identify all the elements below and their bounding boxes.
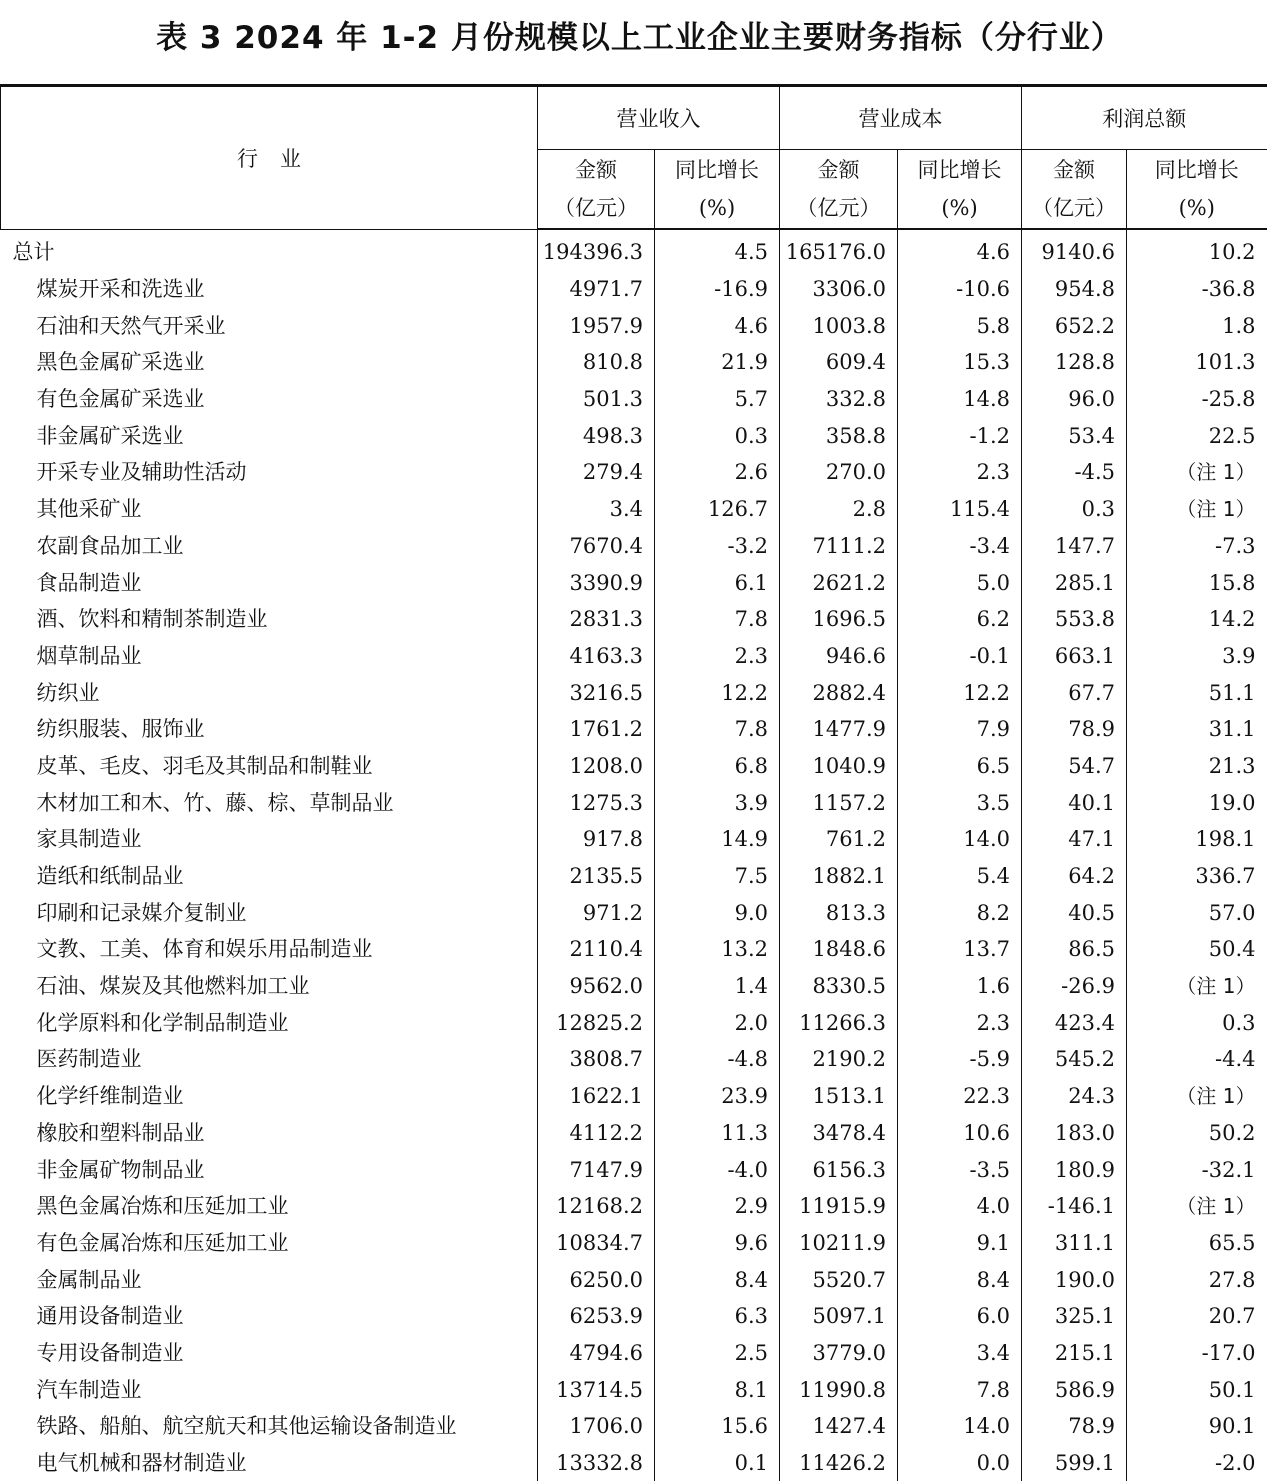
revenue-amount-cell: 4163.3 xyxy=(538,638,655,675)
revenue-growth-cell: 7.5 xyxy=(655,858,780,895)
profit-growth-cell: -25.8 xyxy=(1127,381,1267,418)
revenue-growth-cell: 15.6 xyxy=(655,1408,780,1445)
profit-growth-cell: 14.2 xyxy=(1127,601,1267,638)
cost-amount-cell: 1157.2 xyxy=(780,784,898,821)
industry-name-cell: 医药制造业 xyxy=(36,1047,142,1072)
profit-growth-cell: （注 1） xyxy=(1127,968,1267,1005)
profit-amount-cell: 663.1 xyxy=(1022,638,1127,675)
revenue-amount-cell: 2110.4 xyxy=(538,931,655,968)
table-row xyxy=(1,638,1267,675)
revenue-amount-cell: 1761.2 xyxy=(538,711,655,748)
revenue-growth-cell: 23.9 xyxy=(655,1078,780,1115)
cost-growth-cell: 10.6 xyxy=(898,1115,1022,1152)
cost-amount-cell: 1696.5 xyxy=(780,601,898,638)
industry-name-cell: 电气机械和器材制造业 xyxy=(36,1451,247,1476)
cost-growth-cell: -1.2 xyxy=(898,417,1022,454)
profit-amount-cell: 183.0 xyxy=(1022,1115,1127,1152)
revenue-growth-cell: 2.0 xyxy=(655,1004,780,1041)
industry-name-cell: 家具制造业 xyxy=(36,827,142,852)
cost-growth-cell: 3.5 xyxy=(898,784,1022,821)
cost-amount-cell: 2882.4 xyxy=(780,674,898,711)
cost-amount-cell: 8330.5 xyxy=(780,968,898,1005)
profit-growth-cell: 3.9 xyxy=(1127,638,1267,675)
profit-growth-cell: 21.3 xyxy=(1127,748,1267,785)
revenue-amount-cell: 2831.3 xyxy=(538,601,655,638)
page-title: 表 3 2024 年 1-2 月份规模以上工业企业主要财务指标（分行业） xyxy=(156,20,1123,56)
cost-growth-cell: 115.4 xyxy=(898,491,1022,528)
cost-amount-cell: 7111.2 xyxy=(780,528,898,565)
profit-growth-cell: -17.0 xyxy=(1127,1335,1267,1372)
cost-amount-cell: 1848.6 xyxy=(780,931,898,968)
industry-name-cell: 印刷和记录媒介复制业 xyxy=(36,900,247,925)
cost-amount-cell: 1040.9 xyxy=(780,748,898,785)
industry-name-cell: 食品制造业 xyxy=(36,570,142,595)
revenue-amount-cell: 3808.7 xyxy=(538,1041,655,1078)
industry-name-cell: 非金属矿物制品业 xyxy=(36,1157,205,1182)
revenue-amount-cell: 7147.9 xyxy=(538,1151,655,1188)
industry-name-cell: 总计 xyxy=(12,240,55,265)
cost-growth-cell: 6.0 xyxy=(898,1298,1022,1335)
revenue-amount-cell: 12168.2 xyxy=(538,1188,655,1225)
table-row xyxy=(1,858,1267,895)
cost-growth-cell: 7.8 xyxy=(898,1371,1022,1408)
table-row xyxy=(1,417,1267,454)
table-row xyxy=(1,931,1267,968)
cost-amount-cell: 2190.2 xyxy=(780,1041,898,1078)
cost-growth-cell: 9.1 xyxy=(898,1225,1022,1262)
revenue-amount-cell: 1208.0 xyxy=(538,748,655,785)
revenue-growth-cell: 5.7 xyxy=(655,381,780,418)
table-header xyxy=(1,86,1267,230)
profit-growth-cell: 57.0 xyxy=(1127,894,1267,931)
revenue-growth-cell: 2.3 xyxy=(655,638,780,675)
profit-growth-cell: -4.4 xyxy=(1127,1041,1267,1078)
revenue-amount-cell: 4971.7 xyxy=(538,271,655,308)
profit-amount-cell: 9140.6 xyxy=(1022,229,1127,271)
profit-growth-cell: 50.1 xyxy=(1127,1371,1267,1408)
revenue-amount-cell: 6250.0 xyxy=(538,1261,655,1298)
industry-name-cell: 有色金属冶炼和压延加工业 xyxy=(36,1230,289,1255)
table-row xyxy=(1,454,1267,491)
revenue-amount-cell: 4794.6 xyxy=(538,1335,655,1372)
revenue-growth-cell: 0.1 xyxy=(655,1445,780,1481)
table-row xyxy=(1,528,1267,565)
profit-growth-cell: 31.1 xyxy=(1127,711,1267,748)
profit-amount-cell: 128.8 xyxy=(1022,344,1127,381)
revenue-amount-cell: 498.3 xyxy=(538,417,655,454)
table-row xyxy=(1,1298,1267,1335)
revenue-growth-cell: -16.9 xyxy=(655,271,780,308)
cost-amount-cell: 946.6 xyxy=(780,638,898,675)
cost-growth-cell: 4.0 xyxy=(898,1188,1022,1225)
cost-growth-cell: 15.3 xyxy=(898,344,1022,381)
profit-amount-cell: 285.1 xyxy=(1022,564,1127,601)
profit-growth-cell: 27.8 xyxy=(1127,1261,1267,1298)
profit-amount-cell: 325.1 xyxy=(1022,1298,1127,1335)
profit-growth-cell: （注 1） xyxy=(1127,1078,1267,1115)
cost-growth-cell: 5.8 xyxy=(898,307,1022,344)
revenue-amount-cell: 3.4 xyxy=(538,491,655,528)
profit-amount-cell: 47.1 xyxy=(1022,821,1127,858)
profit-amount-cell: 86.5 xyxy=(1022,931,1127,968)
profit-amount-cell: 78.9 xyxy=(1022,711,1127,748)
revenue-growth-cell: 4.6 xyxy=(655,307,780,344)
profit-amount-cell: 423.4 xyxy=(1022,1004,1127,1041)
revenue-growth-header: 同比增长 (%) xyxy=(655,150,780,230)
cost-growth-cell: 7.9 xyxy=(898,711,1022,748)
industry-header: 行业 xyxy=(1,86,538,230)
profit-growth-cell: -36.8 xyxy=(1127,271,1267,308)
profit-growth-cell: 19.0 xyxy=(1127,784,1267,821)
revenue-growth-cell: 3.9 xyxy=(655,784,780,821)
cost-amount-cell: 165176.0 xyxy=(780,229,898,271)
revenue-amount-cell: 4112.2 xyxy=(538,1115,655,1152)
revenue-growth-cell: 6.8 xyxy=(655,748,780,785)
table-row xyxy=(1,344,1267,381)
cost-amount-cell: 11915.9 xyxy=(780,1188,898,1225)
industry-name-cell: 化学原料和化学制品制造业 xyxy=(36,1010,289,1035)
profit-amount-cell: 78.9 xyxy=(1022,1408,1127,1445)
table-row xyxy=(1,894,1267,931)
cost-amount-cell: 813.3 xyxy=(780,894,898,931)
industry-name-cell: 皮革、毛皮、羽毛及其制品和制鞋业 xyxy=(36,753,373,778)
revenue-amount-cell: 2135.5 xyxy=(538,858,655,895)
revenue-amount-cell: 1275.3 xyxy=(538,784,655,821)
table-row xyxy=(1,1115,1267,1152)
profit-growth-cell: （注 1） xyxy=(1127,454,1267,491)
cost-growth-cell: 8.4 xyxy=(898,1261,1022,1298)
table-row xyxy=(1,381,1267,418)
industry-name-cell: 金属制品业 xyxy=(36,1267,142,1292)
revenue-amount-cell: 3216.5 xyxy=(538,674,655,711)
revenue-growth-cell: 11.3 xyxy=(655,1115,780,1152)
table-row xyxy=(1,271,1267,308)
cost-amount-cell: 11426.2 xyxy=(780,1445,898,1481)
cost-header: 营业成本 xyxy=(780,86,1022,150)
revenue-growth-cell: 2.6 xyxy=(655,454,780,491)
table-row xyxy=(1,711,1267,748)
cost-amount-cell: 1882.1 xyxy=(780,858,898,895)
cost-amount-cell: 332.8 xyxy=(780,381,898,418)
industry-name-cell: 纺织服装、服饰业 xyxy=(36,717,205,742)
profit-growth-cell: 90.1 xyxy=(1127,1408,1267,1445)
profit-growth-cell: 198.1 xyxy=(1127,821,1267,858)
table-row xyxy=(1,229,1267,271)
revenue-growth-cell: 126.7 xyxy=(655,491,780,528)
profit-growth-cell: 51.1 xyxy=(1127,674,1267,711)
revenue-growth-cell: 9.6 xyxy=(655,1225,780,1262)
industry-name-cell: 农副食品加工业 xyxy=(36,533,184,558)
table-row xyxy=(1,968,1267,1005)
profit-amount-cell: 96.0 xyxy=(1022,381,1127,418)
revenue-amount-cell: 1706.0 xyxy=(538,1408,655,1445)
table-row xyxy=(1,674,1267,711)
revenue-growth-cell: 21.9 xyxy=(655,344,780,381)
table-row xyxy=(1,784,1267,821)
industry-name-cell: 烟草制品业 xyxy=(36,643,142,668)
cost-growth-header: 同比增长 (%) xyxy=(898,150,1022,230)
cost-amount-cell: 11990.8 xyxy=(780,1371,898,1408)
cost-growth-cell: -3.4 xyxy=(898,528,1022,565)
revenue-growth-cell: 1.4 xyxy=(655,968,780,1005)
financial-indicators-table xyxy=(0,84,1267,1481)
profit-growth-cell: -32.1 xyxy=(1127,1151,1267,1188)
table-row xyxy=(1,1445,1267,1481)
table-row xyxy=(1,1261,1267,1298)
industry-name-cell: 木材加工和木、竹、藤、棕、草制品业 xyxy=(36,790,394,815)
table-body xyxy=(1,229,1267,1481)
cost-growth-cell: 4.6 xyxy=(898,229,1022,271)
cost-growth-cell: 6.5 xyxy=(898,748,1022,785)
revenue-growth-cell: 6.3 xyxy=(655,1298,780,1335)
profit-amount-cell: 24.3 xyxy=(1022,1078,1127,1115)
industry-name-cell: 橡胶和塑料制品业 xyxy=(36,1120,205,1145)
profit-amount-cell: 40.5 xyxy=(1022,894,1127,931)
profit-amount-cell: -26.9 xyxy=(1022,968,1127,1005)
industry-name-cell: 石油、煤炭及其他燃料加工业 xyxy=(36,974,310,999)
profit-amount-cell: 54.7 xyxy=(1022,748,1127,785)
industry-name-cell: 石油和天然气开采业 xyxy=(36,313,226,338)
industry-name-cell: 铁路、船舶、航空航天和其他运输设备制造业 xyxy=(36,1414,457,1439)
cost-amount-cell: 3306.0 xyxy=(780,271,898,308)
revenue-growth-cell: 8.1 xyxy=(655,1371,780,1408)
profit-growth-header: 同比增长 (%) xyxy=(1127,150,1267,230)
profit-amount-cell: 0.3 xyxy=(1022,491,1127,528)
table-row xyxy=(1,1335,1267,1372)
cost-growth-cell: 2.3 xyxy=(898,454,1022,491)
profit-growth-cell: 65.5 xyxy=(1127,1225,1267,1262)
revenue-amount-cell: 279.4 xyxy=(538,454,655,491)
revenue-amount-cell: 9562.0 xyxy=(538,968,655,1005)
cost-amount-cell: 2621.2 xyxy=(780,564,898,601)
profit-header: 利润总额 xyxy=(1022,86,1267,150)
cost-amount-cell: 6156.3 xyxy=(780,1151,898,1188)
cost-growth-cell: 5.0 xyxy=(898,564,1022,601)
revenue-amount-cell: 10834.7 xyxy=(538,1225,655,1262)
revenue-growth-cell: 8.4 xyxy=(655,1261,780,1298)
revenue-growth-cell: 14.9 xyxy=(655,821,780,858)
revenue-amount-cell: 1957.9 xyxy=(538,307,655,344)
cost-amount-cell: 11266.3 xyxy=(780,1004,898,1041)
profit-amount-cell: -146.1 xyxy=(1022,1188,1127,1225)
industry-name-cell: 黑色金属矿采选业 xyxy=(36,350,205,375)
profit-growth-cell: （注 1） xyxy=(1127,491,1267,528)
cost-growth-cell: 5.4 xyxy=(898,858,1022,895)
profit-amount-cell: 652.2 xyxy=(1022,307,1127,344)
cost-growth-cell: -10.6 xyxy=(898,271,1022,308)
profit-growth-cell: 101.3 xyxy=(1127,344,1267,381)
cost-amount-cell: 2.8 xyxy=(780,491,898,528)
cost-growth-cell: 12.2 xyxy=(898,674,1022,711)
cost-growth-cell: -3.5 xyxy=(898,1151,1022,1188)
table-row xyxy=(1,601,1267,638)
industry-name-cell: 通用设备制造业 xyxy=(36,1304,184,1329)
revenue-amount-cell: 7670.4 xyxy=(538,528,655,565)
cost-amount-cell: 358.8 xyxy=(780,417,898,454)
cost-amount-cell: 1513.1 xyxy=(780,1078,898,1115)
industry-name-cell: 开采专业及辅助性活动 xyxy=(36,460,247,485)
profit-growth-cell: 10.2 xyxy=(1127,229,1267,271)
cost-growth-cell: 14.8 xyxy=(898,381,1022,418)
cost-amount-cell: 1477.9 xyxy=(780,711,898,748)
revenue-growth-cell: 12.2 xyxy=(655,674,780,711)
table-row xyxy=(1,1151,1267,1188)
cost-growth-cell: 0.0 xyxy=(898,1445,1022,1481)
revenue-growth-cell: -3.2 xyxy=(655,528,780,565)
table-row xyxy=(1,748,1267,785)
cost-growth-cell: 13.7 xyxy=(898,931,1022,968)
cost-amount-cell: 3779.0 xyxy=(780,1335,898,1372)
profit-amount-cell: 311.1 xyxy=(1022,1225,1127,1262)
profit-growth-cell: 50.4 xyxy=(1127,931,1267,968)
cost-amount-cell: 3478.4 xyxy=(780,1115,898,1152)
revenue-growth-cell: 7.8 xyxy=(655,711,780,748)
table-row xyxy=(1,821,1267,858)
profit-amount-cell: 553.8 xyxy=(1022,601,1127,638)
profit-growth-cell: -7.3 xyxy=(1127,528,1267,565)
profit-amount-cell: 40.1 xyxy=(1022,784,1127,821)
industry-name-cell: 造纸和纸制品业 xyxy=(36,864,184,889)
industry-name-cell: 其他采矿业 xyxy=(36,497,142,522)
profit-growth-cell: 20.7 xyxy=(1127,1298,1267,1335)
profit-growth-cell: 50.2 xyxy=(1127,1115,1267,1152)
revenue-amount-header: 金额 （亿元） xyxy=(538,150,655,230)
revenue-amount-cell: 13714.5 xyxy=(538,1371,655,1408)
revenue-growth-cell: -4.8 xyxy=(655,1041,780,1078)
cost-amount-cell: 761.2 xyxy=(780,821,898,858)
profit-amount-cell: 599.1 xyxy=(1022,1445,1127,1481)
industry-name-cell: 化学纤维制造业 xyxy=(36,1084,184,1109)
revenue-growth-cell: 9.0 xyxy=(655,894,780,931)
revenue-growth-cell: 0.3 xyxy=(655,417,780,454)
cost-amount-cell: 1427.4 xyxy=(780,1408,898,1445)
cost-amount-cell: 10211.9 xyxy=(780,1225,898,1262)
revenue-header: 营业收入 xyxy=(538,86,780,150)
cost-growth-cell: -0.1 xyxy=(898,638,1022,675)
cost-amount-header: 金额 （亿元） xyxy=(780,150,898,230)
cost-amount-cell: 5520.7 xyxy=(780,1261,898,1298)
table-row xyxy=(1,1188,1267,1225)
revenue-amount-cell: 501.3 xyxy=(538,381,655,418)
industry-name-cell: 专用设备制造业 xyxy=(36,1340,184,1365)
table-row xyxy=(1,564,1267,601)
industry-name-cell: 有色金属矿采选业 xyxy=(36,387,205,412)
revenue-amount-cell: 3390.9 xyxy=(538,564,655,601)
table-row xyxy=(1,1371,1267,1408)
cost-growth-cell: 14.0 xyxy=(898,821,1022,858)
revenue-growth-cell: -4.0 xyxy=(655,1151,780,1188)
revenue-growth-cell: 2.5 xyxy=(655,1335,780,1372)
industry-name-cell: 酒、饮料和精制茶制造业 xyxy=(36,607,268,632)
profit-amount-cell: 545.2 xyxy=(1022,1041,1127,1078)
revenue-growth-cell: 6.1 xyxy=(655,564,780,601)
profit-amount-cell: 67.7 xyxy=(1022,674,1127,711)
profit-growth-cell: 15.8 xyxy=(1127,564,1267,601)
cost-amount-cell: 270.0 xyxy=(780,454,898,491)
revenue-amount-cell: 971.2 xyxy=(538,894,655,931)
revenue-amount-cell: 6253.9 xyxy=(538,1298,655,1335)
profit-growth-cell: 0.3 xyxy=(1127,1004,1267,1041)
revenue-growth-cell: 4.5 xyxy=(655,229,780,271)
cost-growth-cell: 14.0 xyxy=(898,1408,1022,1445)
revenue-growth-cell: 13.2 xyxy=(655,931,780,968)
profit-growth-cell: （注 1） xyxy=(1127,1188,1267,1225)
revenue-growth-cell: 7.8 xyxy=(655,601,780,638)
industry-name-cell: 汽车制造业 xyxy=(36,1377,142,1402)
profit-amount-cell: 53.4 xyxy=(1022,417,1127,454)
cost-growth-cell: 2.3 xyxy=(898,1004,1022,1041)
cost-amount-cell: 1003.8 xyxy=(780,307,898,344)
revenue-amount-cell: 194396.3 xyxy=(538,229,655,271)
industry-name-cell: 黑色金属冶炼和压延加工业 xyxy=(36,1194,289,1219)
profit-amount-cell: 954.8 xyxy=(1022,271,1127,308)
revenue-amount-cell: 917.8 xyxy=(538,821,655,858)
industry-name-cell: 纺织业 xyxy=(36,680,100,705)
table-row xyxy=(1,1004,1267,1041)
table-row xyxy=(1,307,1267,344)
cost-growth-cell: -5.9 xyxy=(898,1041,1022,1078)
profit-amount-header: 金额 （亿元） xyxy=(1022,150,1127,230)
table-row xyxy=(1,1408,1267,1445)
profit-growth-cell: 1.8 xyxy=(1127,307,1267,344)
table-row xyxy=(1,1225,1267,1262)
table-row xyxy=(1,1041,1267,1078)
profit-growth-cell: -2.0 xyxy=(1127,1445,1267,1481)
cost-amount-cell: 609.4 xyxy=(780,344,898,381)
cost-growth-cell: 6.2 xyxy=(898,601,1022,638)
profit-growth-cell: 336.7 xyxy=(1127,858,1267,895)
table-row xyxy=(1,491,1267,528)
cost-growth-cell: 8.2 xyxy=(898,894,1022,931)
revenue-amount-cell: 1622.1 xyxy=(538,1078,655,1115)
revenue-amount-cell: 12825.2 xyxy=(538,1004,655,1041)
revenue-amount-cell: 13332.8 xyxy=(538,1445,655,1481)
cost-growth-cell: 1.6 xyxy=(898,968,1022,1005)
revenue-growth-cell: 2.9 xyxy=(655,1188,780,1225)
profit-amount-cell: 180.9 xyxy=(1022,1151,1127,1188)
profit-amount-cell: 147.7 xyxy=(1022,528,1127,565)
profit-amount-cell: 190.0 xyxy=(1022,1261,1127,1298)
profit-amount-cell: 215.1 xyxy=(1022,1335,1127,1372)
table-row xyxy=(1,1078,1267,1115)
profit-amount-cell: 586.9 xyxy=(1022,1371,1127,1408)
profit-amount-cell: 64.2 xyxy=(1022,858,1127,895)
industry-name-cell: 文教、工美、体育和娱乐用品制造业 xyxy=(36,937,373,962)
industry-name-cell: 非金属矿采选业 xyxy=(36,423,184,448)
cost-growth-cell: 3.4 xyxy=(898,1335,1022,1372)
profit-amount-cell: -4.5 xyxy=(1022,454,1127,491)
cost-amount-cell: 5097.1 xyxy=(780,1298,898,1335)
profit-growth-cell: 22.5 xyxy=(1127,417,1267,454)
revenue-amount-cell: 810.8 xyxy=(538,344,655,381)
cost-growth-cell: 22.3 xyxy=(898,1078,1022,1115)
industry-name-cell: 煤炭开采和洗选业 xyxy=(36,277,205,302)
